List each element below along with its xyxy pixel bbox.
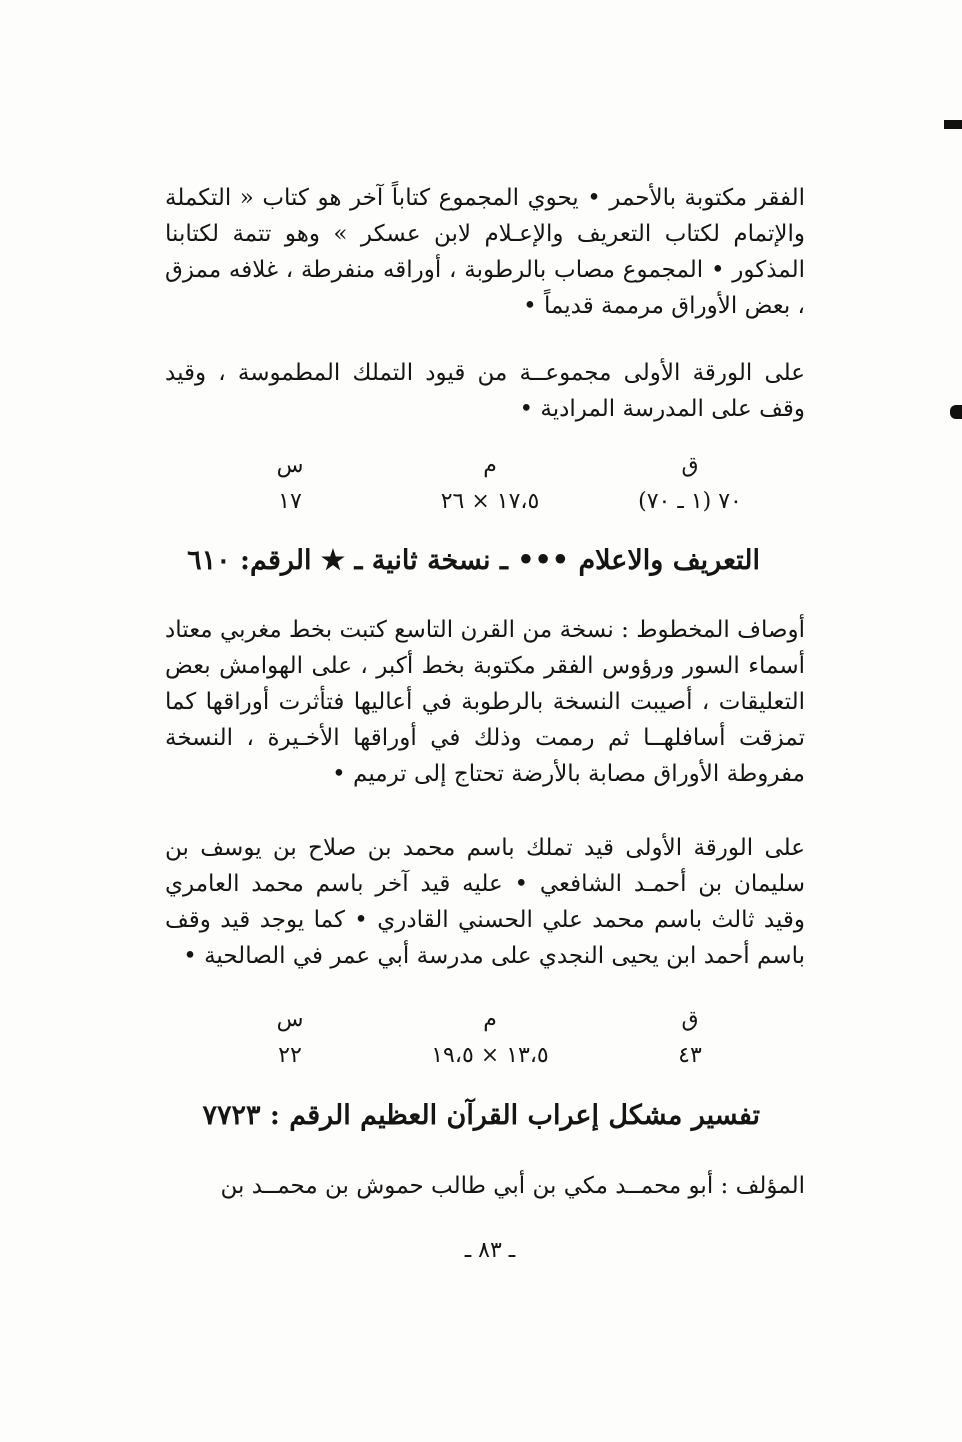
scan-edge-mark — [944, 120, 962, 129]
dims-header-leaves: ق — [681, 1007, 699, 1032]
dims-column-size — [380, 448, 600, 520]
dims-column-lines — [180, 448, 400, 520]
dims-value-lines: ٢٢ — [278, 1043, 302, 1068]
dims-value-lines: ١٧ — [278, 489, 302, 514]
scan-edge-mark — [950, 405, 962, 419]
dims-column-leaves — [580, 1002, 800, 1074]
dims-value-size: ١٧،٥ × ٢٦ — [440, 489, 540, 514]
dims-value-leaves: ٧٠ (١ ـ ٧٠) — [638, 489, 742, 514]
page-number: ـ ٨٣ ـ — [464, 1238, 516, 1263]
dimensions-table-1 — [200, 448, 800, 528]
dims-column-lines — [180, 1002, 400, 1074]
entry-heading-second-copy: التعريف والاعلام ••• ـ نسخة ثانية ـ ★ الرقم: ٦١٠ — [187, 545, 760, 576]
dims-column-leaves — [580, 448, 800, 520]
paragraph-manuscript-description: أوصاف المخطوط : نسخة من القرن التاسع كتبت بخط مغربي معتاد أسماء السور ورؤوس الفقر مكتوبة بخط أكبر ، على الهوامش بعض التعليقات ، أصيبت النسخة بالرطوبة في أعاليها فتأثرت أوراقها كما تمزقت أسافلهــا ثم رممت وذلك في أوراقها الأخـيرة ، النسخة مفروطة الأوراق مصابة بالأرضة تحتاج إلى ترميم • — [165, 617, 805, 787]
dimensions-table-2 — [200, 1002, 800, 1082]
dims-header-lines: س — [276, 453, 304, 478]
dims-column-size — [380, 1002, 600, 1074]
dims-header-lines: س — [276, 1007, 304, 1032]
dims-header-size: م — [483, 1007, 497, 1032]
paragraph-ownership-records: على الورقة الأولى قيد تملك باسم محمد بن صلاح بن يوسف بن سليمان بن أحمـد الشافعي • عليه قيد آخر باسم محمد العامري وقيد ثالث باسم محمد علي الحسني القادري • كما يوجد قيد وقف باسم أحمد ابن يحيى النجدي على مدرسة أبي عمر في الصالحية • — [165, 835, 805, 969]
paragraph-author: المؤلف : أبو محمــد مكي بن أبي طالب حموش بن محمــد بن — [220, 1173, 805, 1199]
paragraph-ownership-notes: على الورقة الأولى مجموعــة من قيود التملك المطموسة ، وقيد وقف على المدرسة المرادية • — [165, 360, 805, 422]
dims-header-size: م — [483, 453, 497, 478]
dims-header-leaves: ق — [681, 453, 699, 478]
entry-heading-tafsir: تفسير مشكل إعراب القرآن العظيم الرقم : ٧٧٢٣ — [202, 1100, 760, 1131]
dims-value-leaves: ٤٣ — [678, 1043, 702, 1068]
dims-value-size: ١٣،٥ × ١٩،٥ — [431, 1043, 549, 1068]
paragraph-description-continued: الفقر مكتوبة بالأحمر • يحوي المجموع كتاباً آخر هو كتاب « التكملة والإتمام لكتاب التعريف والإعـلام لابن عسكر » وهو تتمة لكتابنا المذكور • المجموع مصاب بالرطوبة ، أوراقه منفرطة ، غلافه ممزق ، بعض الأوراق مرممة قديماً • — [165, 185, 805, 319]
